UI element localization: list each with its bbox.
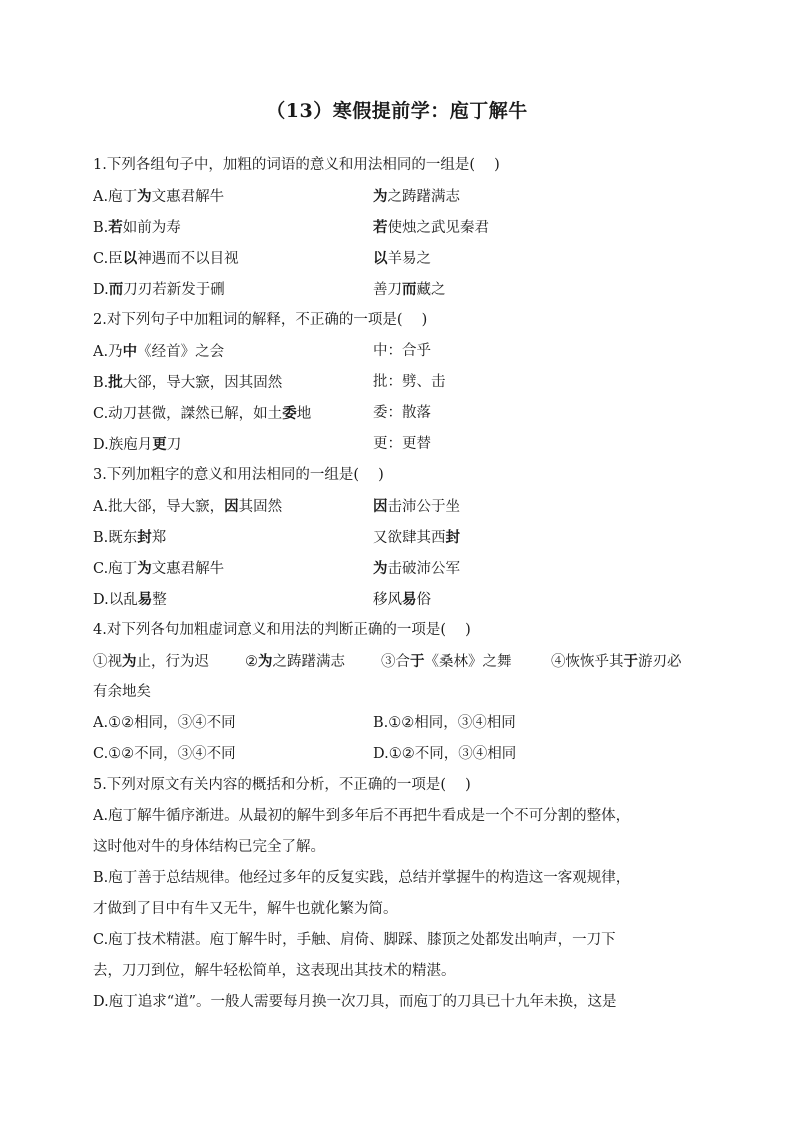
sentence-4: ④恢恢乎其于游刃必 [551, 653, 682, 670]
question-3-option-d: D.以乱易整 移风易俗 [93, 591, 431, 608]
document-body [93, 150, 697, 1018]
question-1-stem: 1.下列各组句子中，加粗的词语的意义和用法相同的一组是( ) [93, 157, 500, 173]
question-4-stem: 4.对下列各句加粗虚词意义和用法的判断正确的一项是( ) [93, 622, 471, 638]
question-4-option-c: C.①②不同，③④不同 [93, 746, 236, 762]
question-3-option-b: B.既东封郑 又欲肆其西封 [93, 529, 460, 546]
question-2-option-c: C.动刀甚微，謋然已解，如土委地 委：散落 [93, 405, 431, 422]
question-4-option-b: B.①②相同，③④相同 [373, 715, 516, 731]
question-5-option-c-line-1: C.庖丁技术精湛。庖丁解牛时，手触、肩倚、脚踩、膝顶之处都发出响声，一刀下 [93, 932, 616, 948]
question-4-options-ab [93, 708, 697, 739]
question-4-option-d: D.①②不同，③④相同 [373, 746, 517, 762]
question-2-stem: 2.对下列句子中加粗词的解释，不正确的一项是( ) [93, 312, 428, 328]
sentence-1: ①视为止，行为迟 [93, 653, 209, 670]
question-3-stem: 3.下列加粗字的意义和用法相同的一组是( ) [93, 467, 384, 483]
question-4-options-cd [93, 739, 697, 770]
question-5-option-d-line-1: D.庖丁追求“道”。一般人需要每月换一次刀具，而庖丁的刀具已十九年未换，这是 [93, 994, 617, 1010]
question-1-option-d: D.而刀刃若新发于硎 善刀而藏之 [93, 281, 446, 298]
question-3-option-a: A.批大郤，导大窾，因其固然 因击沛公于坐 [93, 498, 460, 515]
question-2-option-d: D.族庖月更刀 更：更替 [93, 436, 431, 453]
question-5-option-c-line-2: 去，刀刀到位，解牛轻松简单，这表现出其技术的精湛。 [93, 963, 456, 979]
page-title: （13）寒假提前学：庖丁解牛 [266, 100, 528, 122]
question-2-option-b: B.批大郤，导大窾，因其固然 批：劈、击 [93, 374, 446, 391]
question-3-option-c: C.庖丁为文惠君解牛 为击破沛公军 [93, 560, 460, 577]
sentence-2: ②为之踌躇满志 [245, 653, 345, 670]
question-5-option-a-line-2: 这时他对牛的身体结构已完全了解。 [93, 839, 325, 855]
question-1-option-a: A.庖丁为文惠君解牛 为之踌躇满志 [93, 188, 460, 205]
question-1-option-c: C.臣以神遇而不以目视 以羊易之 [93, 250, 431, 267]
sentence-3: ③合于《桑林》之舞 [381, 653, 512, 670]
question-5-stem: 5.下列对原文有关内容的概括和分析，不正确的一项是( ) [93, 777, 471, 793]
question-5-option-b-line-2: 才做到了目中有牛又无牛，解牛也就化繁为简。 [93, 901, 398, 917]
question-2-option-a: A.乃中《经首》之会 中：合乎 [93, 343, 431, 360]
sentence-4-continued: 有余地矣 [93, 684, 151, 700]
question-4-option-a: A.①②相同，③④不同 [93, 715, 236, 731]
question-5-option-a-line-1: A.庖丁解牛循序渐进。从最初的解牛到多年后不再把牛看成是一个不可分割的整体， [93, 808, 631, 824]
question-1-option-b: B.若如前为寿 若使烛之武见秦君 [93, 219, 489, 236]
question-5-option-b-line-1: B.庖丁善于总结规律。他经过多年的反复实践，总结并掌握牛的构造这一客观规律， [93, 870, 631, 886]
question-4-sentences [93, 646, 697, 677]
